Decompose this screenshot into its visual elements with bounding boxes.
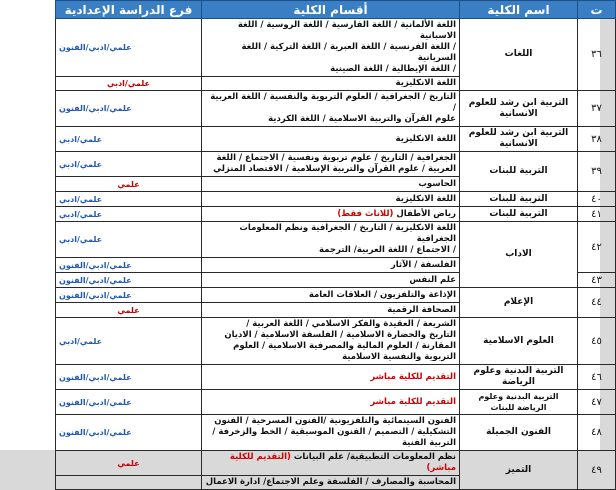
branch: علمي/ادبي/الفنون: [56, 390, 202, 415]
table-row: [56, 390, 616, 415]
row-number: ٤٥: [578, 318, 616, 365]
college-name: التربية للبنات: [460, 207, 578, 222]
college-name: الإعلام: [460, 288, 578, 318]
department-line: المحاسبة والمصارف / الفلسفة وعلم الاجتماع/ ادارة الاعمال: [205, 477, 456, 487]
table-row: [56, 222, 616, 258]
row-number: ٣٨: [578, 127, 616, 152]
colleges-table: [55, 0, 616, 490]
departments: [202, 273, 460, 288]
department-line: الفنون السينمائية والتلفزيونية /الفنون المسرحية / الفنون: [214, 416, 456, 426]
department-line: اللغة الانكليزية: [395, 78, 456, 88]
row-number: ٤٩: [578, 451, 616, 490]
branch: علمي/ادبي: [56, 77, 202, 91]
department-line: الصحافة الرقمية: [387, 304, 456, 315]
department-line: التاريخ / الجغرافية / العلوم التربوية والنفسية / اللغة العربية /: [210, 92, 456, 113]
departments: [202, 207, 460, 222]
college-name: التربية للبنات: [460, 192, 578, 207]
branch: علمي/ادبي: [56, 192, 202, 207]
departments: [202, 91, 460, 127]
table-row: [56, 192, 616, 207]
departments: [202, 77, 460, 91]
row-number: ٤٦: [578, 365, 616, 390]
department-line: / اللغة الإيطالية / اللغة الصينية: [330, 64, 456, 74]
table-row: [56, 91, 616, 127]
college-name: الفنون الجميلة: [460, 415, 578, 451]
branch: علمي/ادبي/الفنون: [56, 91, 202, 127]
department-line: الفلسفة / الآثار: [390, 259, 456, 270]
row-number: ٤١: [578, 207, 616, 222]
college-name: الاداب: [460, 222, 578, 288]
row-number: ٣٦: [578, 19, 616, 91]
departments: [202, 288, 460, 303]
note-text: (للاناث فقط): [337, 208, 394, 219]
department-line: / الاجتماع / اللغة العربية/ الترجمة: [318, 245, 456, 255]
departments: [202, 415, 460, 451]
note-text: التقديم للكلية مباشر: [370, 371, 456, 382]
branch: علمي/ادبي: [56, 127, 202, 152]
departments: [202, 365, 460, 390]
department-line: الجغرافية / التاريخ / علوم تربوية ونفسية / الاجتماع / اللغة: [216, 153, 456, 163]
department-line: الحاسوب: [418, 178, 456, 189]
branch: علمي: [56, 451, 202, 476]
department-line: التربوية والنفسية الاسلامية: [342, 352, 456, 362]
table-header-row: [56, 1, 616, 19]
table-row: [56, 127, 616, 152]
header-branch: فرع الدراسة الإعدادية: [56, 1, 202, 19]
department-line: اللغة الانكليزية: [395, 193, 456, 204]
row-number: ٣٧: [578, 91, 616, 127]
table-row: [56, 365, 616, 390]
row-number: ٣٩: [578, 152, 616, 192]
department-line: اللغة الألمانية / اللغة الفارسية / اللغة الروسية / اللغة الاسبانية: [237, 20, 456, 41]
branch: علمي/ادبي: [56, 318, 202, 365]
branch: علمي/ادبي: [56, 152, 202, 177]
header-num: ت: [578, 1, 616, 19]
department-line: اللغة الانكليزية / التاريخ / الجغرافية ونظم المعلومات الجغرافية: [239, 223, 456, 244]
college-name: التربية ابن رشد للعلوم الانسانية: [460, 127, 578, 152]
college-name: العلوم الاسلامية: [460, 318, 578, 365]
row-number: ٤٨: [578, 415, 616, 451]
note-text: (التقديم للكلية مباشر): [229, 452, 456, 473]
note-text: التقديم للكلية مباشر: [370, 396, 456, 407]
table-row: [56, 19, 616, 77]
table-row: [56, 152, 616, 177]
college-name: اللغات: [460, 19, 578, 91]
row-number: ٤٤: [578, 288, 616, 318]
branch: علمي/ادبي: [56, 222, 202, 258]
departments: [202, 318, 460, 365]
departments: [202, 192, 460, 207]
department-line: رياض الأطفال: [396, 208, 456, 219]
college-name: التربية البدنية وعلوم الرياضة: [460, 365, 578, 390]
branch: علمي/ادبي/الفنون: [56, 288, 202, 303]
table-row: [56, 288, 616, 303]
department-line: علوم القرآن والتربية الاسلامية / اللغة الكردية: [268, 114, 456, 124]
college-name: التربية ابن رشد للعلوم الانسانية: [460, 91, 578, 127]
college-name: التربية للبنات: [460, 152, 578, 192]
departments: [202, 451, 460, 476]
row-number: ٤٣: [578, 273, 616, 288]
departments: [202, 258, 460, 273]
departments: [202, 19, 460, 77]
college-name: التميز: [460, 451, 578, 490]
branch: علمي/ادبي: [56, 207, 202, 222]
department-line: الشريعة / العقيدة والفكر الاسلامي / اللغة العربية /: [246, 319, 456, 329]
departments: [202, 152, 460, 177]
row-number: ٤٠: [578, 192, 616, 207]
department-line: التاريخ والحضارة الاسلامية / الفلسفة الاسلامية / الاديان: [224, 330, 456, 340]
row-number: ٤٧: [578, 390, 616, 415]
department-line: علم النفس: [409, 274, 456, 285]
department-line: الإذاعة والتلفزيون / العلاقات العامة: [308, 289, 456, 300]
header-college: اسم الكلية: [460, 1, 578, 19]
branch: علمي/ادبي/الفنون: [56, 365, 202, 390]
branch: علمي: [56, 303, 202, 318]
departments: [202, 303, 460, 318]
college-name: التربية البدنية وعلوم الرياضة للبنات: [460, 390, 578, 415]
table-row: [56, 415, 616, 451]
branch: [56, 476, 202, 490]
branch: علمي: [56, 177, 202, 192]
table-row: [56, 451, 616, 476]
table-row: [56, 318, 616, 365]
department-line: العربية / علوم القرآن والتربية الإسلامية / الاقتصاد المنزلي: [213, 164, 456, 174]
branch: علمي/ادبي/الفنون: [56, 19, 202, 77]
department-line: اللغة الانكليزية: [395, 133, 456, 144]
branch: علمي/ادبي/الفنون: [56, 273, 202, 288]
branch: علمي/ادبي/الفنون: [56, 415, 202, 451]
table-row: [56, 207, 616, 222]
department-line: نظم المعلومات التطبيقية/ علم البيانات: [293, 452, 456, 462]
department-line: / اللغة الفرنسية / اللغة العبرية / اللغة التركية / اللغة السريانية: [241, 42, 456, 63]
header-departments: أقسام الكلية: [202, 1, 460, 19]
departments: [202, 390, 460, 415]
department-line: التربية الفنية: [402, 438, 456, 448]
row-number: ٤٢: [578, 222, 616, 273]
departments: [202, 222, 460, 258]
branch: علمي/ادبي/الفنون: [56, 258, 202, 273]
departments: [202, 127, 460, 152]
department-line: التشكيلية / التصميم / الفنون الموسيقية / الخط والزخرفة /: [212, 427, 456, 437]
departments: [202, 177, 460, 192]
department-line: المقارنة / العلوم المالية والمصرفية الاسلامية / العلوم: [233, 341, 456, 351]
departments: [202, 476, 460, 490]
